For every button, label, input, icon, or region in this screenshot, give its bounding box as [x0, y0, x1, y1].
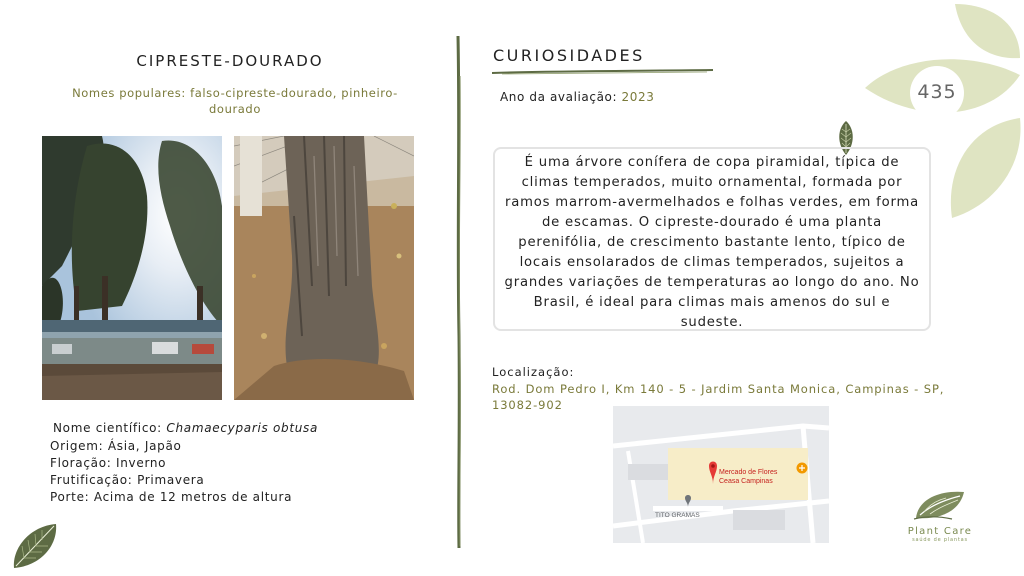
scientific-name-row — [50, 420, 318, 437]
title-underline — [492, 68, 714, 76]
section-title: CURIOSIDADES — [493, 46, 645, 65]
location-map[interactable] — [613, 406, 829, 543]
origin-row: Origem: Ásia, Japão — [50, 439, 182, 453]
location-label: Localização: — [492, 365, 575, 379]
map-pin-label-line2: Ceasa Campinas — [719, 478, 773, 485]
location-address: Rod. Dom Pedro I, Km 140 - 5 - Jardim Santa Monica, Campinas - SP, 13082-902 — [492, 382, 945, 412]
evaluation-year-label: Ano da avaliação: — [500, 90, 618, 104]
tree-canopy-photo — [42, 136, 222, 400]
tree-trunk-photo — [234, 136, 414, 400]
leaf-icon-bottom-left — [10, 520, 62, 572]
map-pin-label-line1: Mercado de Flores — [719, 469, 778, 476]
brand-tagline: saúde de plantas — [912, 537, 968, 543]
brand-leaf-icon — [912, 488, 968, 520]
vertical-divider — [452, 36, 466, 548]
page-number-badge: 435 — [910, 66, 964, 120]
scientific-name: Chamaecyparis obtusa — [166, 421, 319, 435]
fruiting-row: Frutificação: Primavera — [50, 473, 205, 487]
brand-logo — [900, 488, 980, 543]
flowering-row: Floração: Inverno — [50, 456, 167, 470]
description-box: É uma árvore conífera de copa piramidal, típica de climas temperados, muito ornamental, formada por ramos marrom-avermelhados e folhas verdes, em forma de escamas. O cipreste-dourado é uma planta perenifólia, de crescimento bastante lento, típico de locais ensolarados de climas temperados, sujeitos a grandes variações de temperaturas ao longo do ano. No Brasil, é ideal para climas mais amenos do sul e sudeste. — [493, 147, 931, 331]
scientific-name-label: Nome científico: — [53, 421, 162, 435]
plant-title: CIPRESTE-DOURADO — [136, 52, 324, 70]
evaluation-year — [500, 90, 655, 104]
map-secondary-label: TITO GRAMAS — [655, 512, 700, 519]
size-row: Porte: Acima de 12 metros de altura — [50, 490, 293, 504]
plant-facts — [50, 420, 318, 506]
evaluation-year-value: 2023 — [621, 90, 655, 104]
popular-names: Nomes populares: falso-cipreste-dourado, pinheiro-dourado — [72, 86, 398, 116]
brand-name: Plant Care — [907, 526, 973, 537]
